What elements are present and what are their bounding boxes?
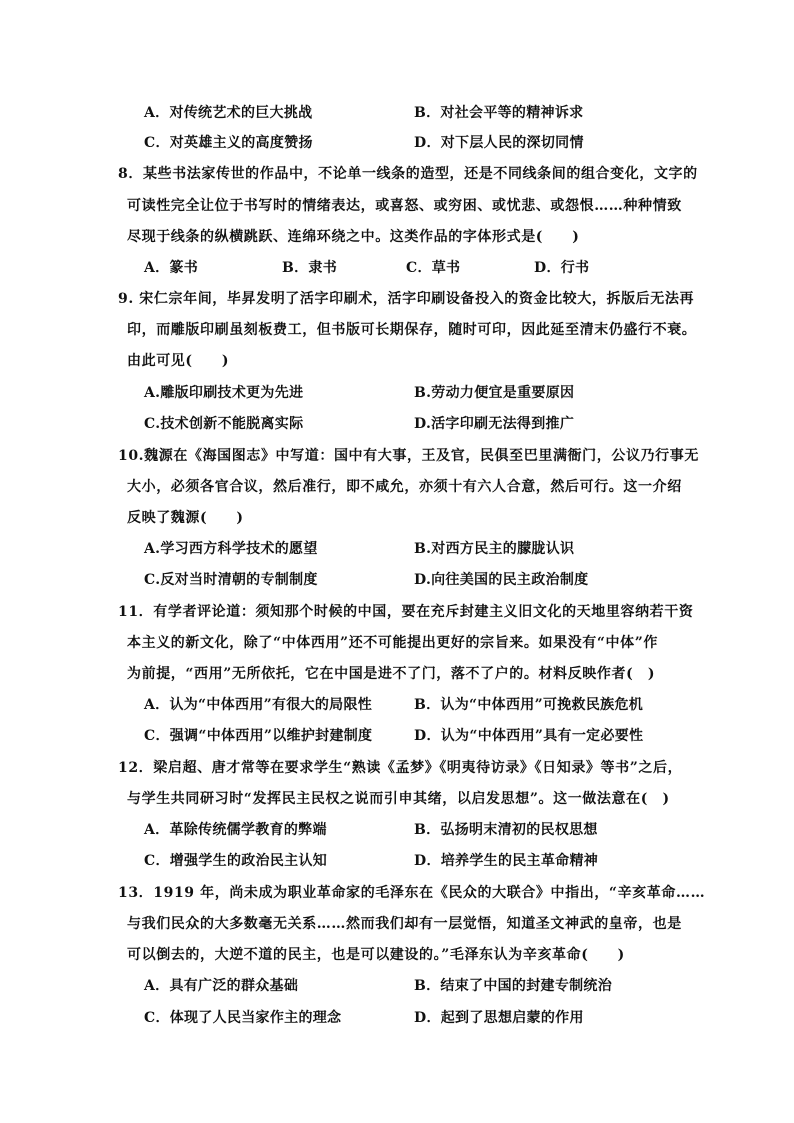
q8-option-d[interactable]: D．行书	[534, 260, 590, 276]
q9-stem-line-2: 印，而雕版印刷虽刻板费工，但书版可长期保存，随时可印，因此延至清末仍盛行不衰。	[127, 322, 697, 338]
q7-option-b[interactable]: B．对社会平等的精神诉求	[414, 105, 584, 121]
q10-option-b[interactable]: B.对西方民主的朦胧认识	[414, 541, 575, 557]
q8-stem-line-3: 尽现于线条的纵横跳跃、连绵环绕之中。这类作品的字体形式是( )	[127, 229, 580, 245]
q12-option-a[interactable]: A．革除传统儒学教育的弊端	[144, 822, 327, 838]
q7-option-c[interactable]: C．对英雄主义的高度赞扬	[144, 135, 313, 151]
q10-stem-line-3: 反映了魏源( )	[127, 510, 244, 526]
q11-option-c[interactable]: C．强调“中体西用”以维护封建制度	[144, 728, 373, 744]
q12-option-c[interactable]: C．增强学生的政治民主认知	[144, 853, 328, 869]
q11-stem-line-1: 11．有学者评论道：须知那个时候的中国，要在充斥封建主义旧文化的天地里容纳若干资	[118, 604, 694, 620]
q13-option-b[interactable]: B．结束了中国的封建专制统治	[414, 978, 613, 994]
q10-stem-line-2: 大小，必须各官合议，然后准行，即不咸允，亦须十有六人合意，然后可行。这一介绍	[127, 479, 682, 495]
q9-option-d[interactable]: D.活字印刷无法得到推广	[414, 416, 575, 432]
q8-option-a[interactable]: A．篆书	[144, 260, 199, 276]
q7-option-a[interactable]: A．对传统艺术的巨大挑战	[144, 105, 313, 121]
q10-option-a[interactable]: A.学习西方科学技术的愿望	[144, 541, 318, 557]
q13-stem-line-2: 与我们民众的大多数毫无关系……然而我们却有一层觉悟，知道圣文神武的皇帝，也是	[127, 916, 682, 932]
q12-stem-line-1: 12．梁启超、唐才常等在要求学生“熟读《孟梦》《明夷待访录》《日知录》等书”之后，	[118, 760, 683, 776]
q9-option-c[interactable]: C.技术创新不能脱离实际	[144, 416, 304, 432]
q11-option-d[interactable]: D．认为“中体西用”具有一定必要性	[414, 728, 644, 744]
q13-stem-line-3: 可以倒去的，大逆不道的民主，也是可以建设的。”毛泽东认为辛亥革命( )	[127, 947, 625, 963]
q8-option-c[interactable]: C．草书	[406, 260, 461, 276]
q11-option-a[interactable]: A．认为“中体西用”有很大的局限性	[144, 697, 373, 713]
q13-stem-line-1: 13．1919 年，尚未成为职业革命家的毛泽东在《民众的大联合》中指出，“辛亥革命……	[118, 885, 706, 901]
q13-option-c[interactable]: C．体现了人民当家作主的理念	[144, 1010, 342, 1026]
q12-option-d[interactable]: D．培养学生的民主革命精神	[414, 853, 599, 869]
q10-option-c[interactable]: C.反对当时清朝的专制制度	[144, 572, 318, 588]
q11-option-b[interactable]: B．认为“中体西用”可挽救民族危机	[414, 697, 644, 713]
q9-stem-line-1: 9. 宋仁宗年间，毕昇发明了活字印刷术，活字印刷设备投入的资金比较大，拆版后无法再	[118, 291, 695, 307]
q8-stem-line-2: 可读性完全让位于书写时的情绪表达，或喜怒、或穷困、或忧悲、或怨恨……种种情致	[127, 198, 682, 214]
q9-option-b[interactable]: B.劳动力便宜是重要原因	[414, 385, 575, 401]
q12-stem-line-2: 与学生共同研习时“发挥民主民权之说而引申其绪，以启发思想”。这一做法意在( )	[127, 791, 670, 807]
q10-option-d[interactable]: D.向往美国的民主政治制度	[414, 572, 589, 588]
q7-option-d[interactable]: D．对下层人民的深切同情	[414, 135, 584, 151]
q9-option-a[interactable]: A.雕版印刷技术更为先进	[144, 385, 304, 401]
q13-option-a[interactable]: A．具有广泛的群众基础	[144, 978, 299, 994]
q12-option-b[interactable]: B．弘扬明末清初的民权思想	[414, 822, 598, 838]
q10-stem-line-1: 10.魏源在《海国图志》中写道：国中有大事，王及官，民俱至巴里满衙门，公议乃行事无	[118, 448, 699, 464]
q13-option-d[interactable]: D．起到了思想启蒙的作用	[414, 1010, 584, 1026]
q9-stem-line-3: 由此可见( )	[127, 353, 230, 369]
q8-stem-line-1: 8．某些书法家传世的作品中，不论单一线条的造型，还是不同线条间的组合变化，文字的	[118, 166, 698, 182]
q8-option-b[interactable]: B．隶书	[282, 260, 338, 276]
q11-stem-line-3: 为前提，“西用”无所依托，它在中国是进不了门，落不了户的。材料反映作者( )	[127, 666, 656, 682]
q11-stem-line-2: 本主义的新文化，除了“中体西用”还不可能提出更好的宗旨来。如果没有“中体”作	[127, 635, 659, 651]
